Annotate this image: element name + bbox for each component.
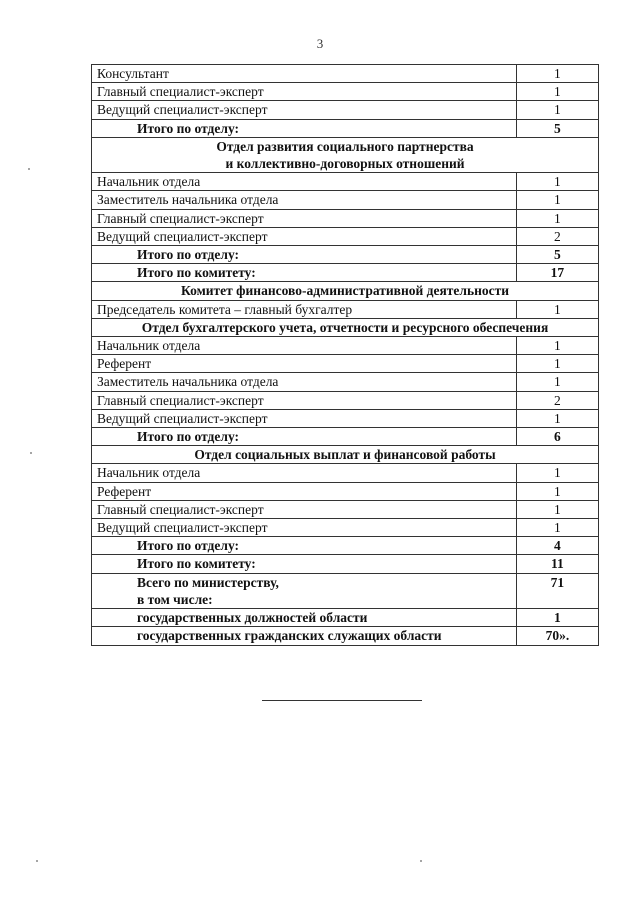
position-count: 1 xyxy=(516,482,598,500)
position-count: 1 xyxy=(516,500,598,518)
total-row xyxy=(92,537,599,555)
section-header-row xyxy=(92,282,599,300)
position-row xyxy=(92,227,599,245)
position-row xyxy=(92,482,599,500)
total-count: 5 xyxy=(516,246,598,264)
total-count: 5 xyxy=(516,119,598,137)
position-name: Главный специалист-эксперт xyxy=(92,83,517,101)
total-label-line: Итого по комитету: xyxy=(137,556,256,572)
position-name: Референт xyxy=(92,482,517,500)
section-header-line: и коллективно-договорных отношений xyxy=(225,156,465,172)
section-header xyxy=(92,318,599,336)
position-name: Референт xyxy=(92,355,517,373)
position-count: 1 xyxy=(516,65,598,83)
total-label-line: в том числе: xyxy=(137,591,213,607)
position-name: Начальник отдела xyxy=(92,337,517,355)
position-name: Главный специалист-эксперт xyxy=(92,209,517,227)
section-header xyxy=(92,137,599,172)
position-count: 1 xyxy=(516,83,598,101)
position-row xyxy=(92,300,599,318)
section-header-row xyxy=(92,318,599,336)
total-row xyxy=(92,246,599,264)
total-label-line: Итого по отделу: xyxy=(137,120,240,136)
scan-speck xyxy=(30,452,32,454)
position-name: Председатель комитета – главный бухгалтер xyxy=(92,300,517,318)
total-label xyxy=(92,555,517,573)
total-label xyxy=(92,119,517,137)
scan-speck xyxy=(36,860,38,862)
total-row xyxy=(92,573,599,608)
total-label xyxy=(92,428,517,446)
position-name: Ведущий специалист-эксперт xyxy=(92,101,517,119)
total-count: 11 xyxy=(516,555,598,573)
position-count: 1 xyxy=(516,101,598,119)
position-row xyxy=(92,337,599,355)
total-label xyxy=(92,264,517,282)
position-row xyxy=(92,191,599,209)
position-count: 1 xyxy=(516,337,598,355)
total-count: 70». xyxy=(516,627,598,645)
position-row xyxy=(92,519,599,537)
total-label-line: государственных должностей области xyxy=(137,610,368,626)
total-label-line: Итого по комитету: xyxy=(137,265,256,281)
footer-rule xyxy=(262,700,422,701)
position-count: 1 xyxy=(516,300,598,318)
total-row xyxy=(92,555,599,573)
position-count: 2 xyxy=(516,391,598,409)
total-count: 17 xyxy=(516,264,598,282)
section-header-line: Отдел развития социального партнерства xyxy=(216,138,474,154)
total-row xyxy=(92,609,599,627)
position-name: Начальник отдела xyxy=(92,173,517,191)
position-count: 1 xyxy=(516,173,598,191)
total-label-line: Всего по министерству, xyxy=(137,574,279,590)
position-row xyxy=(92,391,599,409)
scan-speck xyxy=(28,168,30,170)
position-count: 1 xyxy=(516,519,598,537)
section-header xyxy=(92,446,599,464)
total-count: 6 xyxy=(516,428,598,446)
position-row xyxy=(92,173,599,191)
position-row xyxy=(92,83,599,101)
position-row xyxy=(92,464,599,482)
total-label xyxy=(92,573,517,608)
position-row xyxy=(92,500,599,518)
scan-speck xyxy=(420,860,422,862)
total-label xyxy=(92,609,517,627)
position-name: Ведущий специалист-эксперт xyxy=(92,227,517,245)
total-row xyxy=(92,119,599,137)
position-row xyxy=(92,373,599,391)
position-name: Ведущий специалист-эксперт xyxy=(92,519,517,537)
total-row xyxy=(92,264,599,282)
total-label xyxy=(92,627,517,645)
total-count: 71 xyxy=(516,573,598,608)
position-name: Заместитель начальника отдела xyxy=(92,373,517,391)
staffing-table-body xyxy=(92,65,599,646)
total-label-line: Итого по отделу: xyxy=(137,538,240,554)
position-count: 1 xyxy=(516,191,598,209)
position-row xyxy=(92,65,599,83)
position-row xyxy=(92,101,599,119)
total-count: 1 xyxy=(516,609,598,627)
section-header-row xyxy=(92,446,599,464)
position-count: 1 xyxy=(516,355,598,373)
total-label-line: Итого по отделу: xyxy=(137,247,240,263)
position-row xyxy=(92,355,599,373)
section-header-line: Отдел бухгалтерского учета, отчетности и ресурсного обеспечения xyxy=(141,319,549,335)
section-header-line: Комитет финансово-административной деятельности xyxy=(180,283,510,299)
position-name: Начальник отдела xyxy=(92,464,517,482)
position-count: 1 xyxy=(516,373,598,391)
position-name: Главный специалист-эксперт xyxy=(92,391,517,409)
page-number: 3 xyxy=(316,36,324,51)
total-count: 4 xyxy=(516,537,598,555)
position-name: Заместитель начальника отдела xyxy=(92,191,517,209)
section-header-row xyxy=(92,137,599,172)
total-row xyxy=(92,627,599,645)
total-label xyxy=(92,537,517,555)
total-label-line: Итого по отделу: xyxy=(137,429,240,445)
total-row xyxy=(92,428,599,446)
position-row xyxy=(92,409,599,427)
total-label-line: государственных гражданских служащих области xyxy=(137,628,442,644)
staffing-table xyxy=(91,64,599,646)
position-count: 2 xyxy=(516,227,598,245)
position-count: 1 xyxy=(516,409,598,427)
section-header xyxy=(92,282,599,300)
position-name: Консультант xyxy=(92,65,517,83)
position-count: 1 xyxy=(516,464,598,482)
position-row xyxy=(92,209,599,227)
position-name: Ведущий специалист-эксперт xyxy=(92,409,517,427)
position-name: Главный специалист-эксперт xyxy=(92,500,517,518)
total-label xyxy=(92,246,517,264)
section-header-line: Отдел социальных выплат и финансовой работы xyxy=(194,447,496,463)
position-count: 1 xyxy=(516,209,598,227)
